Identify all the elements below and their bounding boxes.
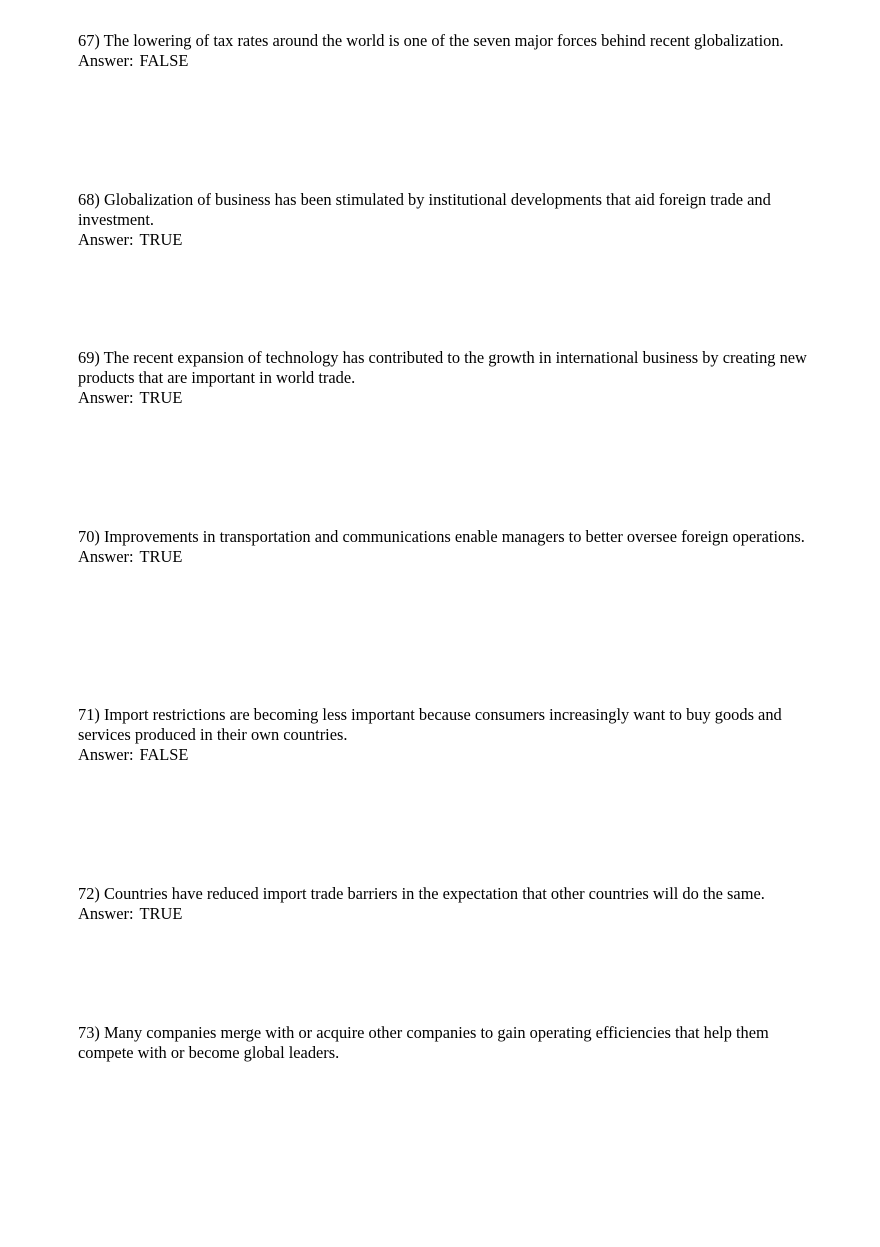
answer-label: Answer: [78, 388, 134, 407]
answer-line [78, 388, 813, 408]
question-text: 70) Improvements in transportation and communications enable managers to better oversee foreign operations. [78, 527, 805, 546]
answer-label: Answer: [78, 51, 134, 70]
answer-line [78, 745, 813, 765]
answer-label: Answer: [78, 230, 134, 249]
answer-value: FALSE [139, 51, 189, 70]
answer-value: TRUE [139, 547, 183, 566]
question-69 [78, 348, 813, 408]
question-text: 71) Import restrictions are becoming less important because consumers increasingly want to buy goods and services produced in their own countries. [78, 705, 782, 744]
question-70 [78, 527, 813, 567]
question-text: 73) Many companies merge with or acquire other companies to gain operating efficiencies that help them compete with or become global leaders. [78, 1023, 769, 1062]
answer-value: TRUE [139, 230, 183, 249]
answer-line [78, 230, 813, 250]
question-text: 67) The lowering of tax rates around the world is one of the seven major forces behind recent globalization. [78, 31, 784, 50]
answer-value: TRUE [139, 388, 183, 407]
question-72 [78, 884, 818, 924]
answer-label: Answer: [78, 745, 134, 764]
answer-line [78, 904, 818, 924]
question-71 [78, 705, 813, 765]
answer-value: FALSE [139, 745, 189, 764]
answer-label: Answer: [78, 547, 134, 566]
question-text: 68) Globalization of business has been stimulated by institutional developments that aid foreign trade and investment. [78, 190, 771, 229]
question-68 [78, 190, 813, 250]
answer-line [78, 51, 813, 71]
answer-line [78, 547, 813, 567]
question-73 [78, 1023, 813, 1063]
question-text: 72) Countries have reduced import trade barriers in the expectation that other countries will do the same. [78, 884, 765, 903]
answer-label: Answer: [78, 904, 134, 923]
question-text: 69) The recent expansion of technology has contributed to the growth in international business by creating new products that are important in world trade. [78, 348, 807, 387]
question-67 [78, 31, 813, 71]
answer-value: TRUE [139, 904, 183, 923]
